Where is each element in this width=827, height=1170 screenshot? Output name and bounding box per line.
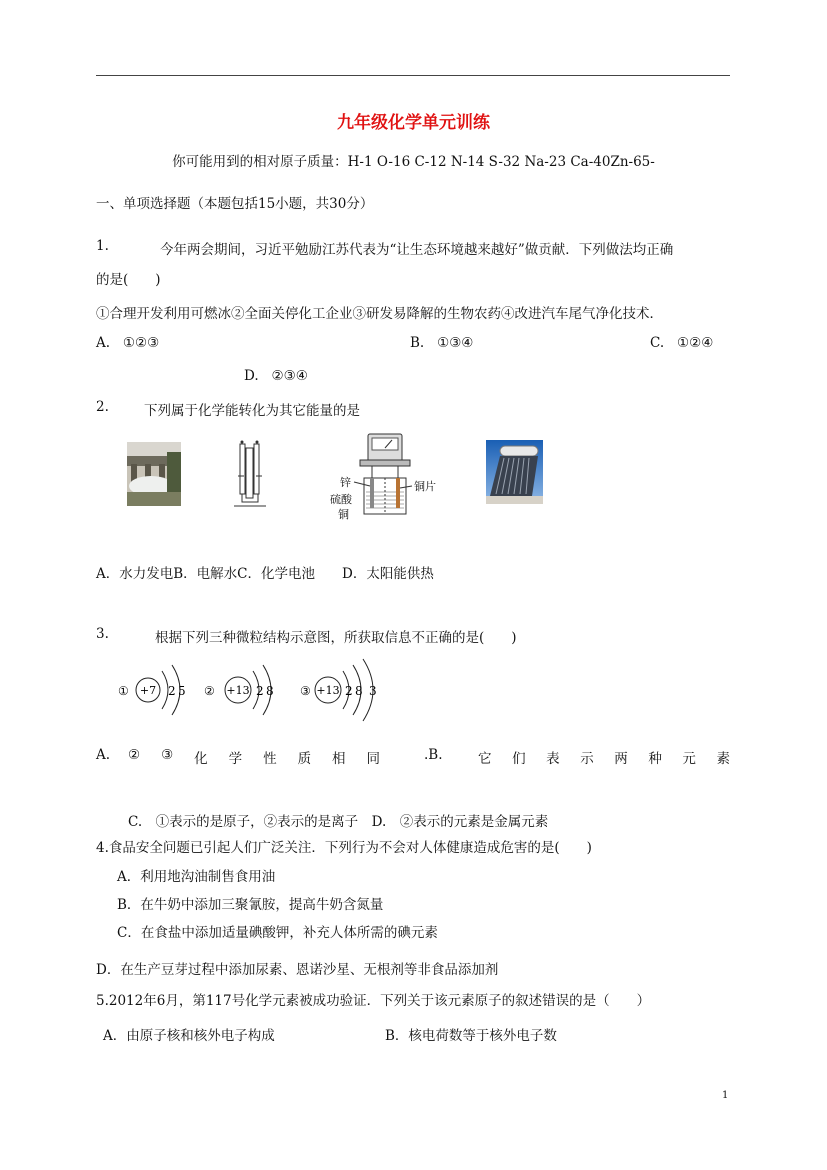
electrolysis-apparatus <box>230 440 270 510</box>
q4-option-a: A．利用地沟油制售食用油 <box>117 869 276 885</box>
q1-option-a-label: A. <box>96 335 111 351</box>
q4-option-c: C．在食盐中添加适量碘酸钾，补充人体所需的碘元素 <box>117 925 438 941</box>
q4-stem: 4.食品安全问题已引起人们广泛关注．下列行为不会对人体健康造成危害的是( ) <box>96 840 592 856</box>
q2-stem: 下列属于化学能转化为其它能量的是 <box>144 403 360 419</box>
copper-label: 铜 <box>338 508 349 521</box>
header-rule <box>96 75 730 76</box>
q3-stem: 根据下列三种微粒结构示意图，所获取信息不正确的是( ) <box>155 630 517 646</box>
q1-option-d <box>244 368 308 384</box>
section-heading: 一、单项选择题（本题包括15小题，共30分） <box>96 196 374 212</box>
q3-option-b-char: 们 <box>512 751 526 767</box>
q3-option-b-char: 素 <box>716 751 730 767</box>
particle-1-shell-1: 2 <box>168 684 176 698</box>
particle-3-nucleus: +13 <box>316 684 340 697</box>
chemical-battery-diagram <box>330 432 440 522</box>
page-title: 九年级化学单元训练 <box>337 113 490 133</box>
q3-option-a-char: 同 <box>366 751 380 767</box>
q3-option-b-char: 表 <box>546 751 560 767</box>
q1-number: 1. <box>96 238 109 254</box>
q3-option-b-char: 两 <box>614 751 628 767</box>
copper-sheet-label: 铜片 <box>414 480 436 493</box>
q1-stem-line1: 今年两会期间，习近平勉励江苏代表为“让生态环境越来越好”做贡献．下列做法均正确 <box>160 242 674 258</box>
atomic-masses-line: 你可能用到的相对原子质量：H-1 O-16 C-12 N-14 S-32 Na-23 Ca-40Zn-65- <box>172 154 655 170</box>
hydropower-photo <box>127 442 181 506</box>
q1-option-b <box>410 335 473 351</box>
q1-option-c-label: C. <box>650 335 665 351</box>
page-number: 1 <box>722 1090 729 1101</box>
q3-option-b-char: 它 <box>478 751 492 767</box>
q1-option-a <box>96 335 159 351</box>
q3-option-b-text <box>478 747 730 767</box>
q3-option-a-char: 化 <box>194 751 208 767</box>
particle-3-diagram <box>300 659 377 721</box>
q3-option-a-char: 性 <box>263 751 277 767</box>
particle-3-shell-2: 8 <box>355 684 363 698</box>
q3-option-a-text <box>128 747 380 767</box>
zinc-label: 锌 <box>340 476 351 489</box>
particle-1-shell-2: 5 <box>178 684 186 698</box>
particle-1-mark: ① <box>118 684 129 698</box>
q1-option-d-label: D. <box>244 368 259 384</box>
particle-2-shell-1: 2 <box>256 684 264 698</box>
q2-number: 2. <box>96 399 109 415</box>
q4-option-b: B．在牛奶中添加三聚氰胺，提高牛奶含氮量 <box>117 897 384 913</box>
particle-2-nucleus: +13 <box>226 684 250 697</box>
q1-option-b-text: ①③④ <box>437 335 474 351</box>
q1-option-c-text: ①②④ <box>677 335 714 351</box>
q3-option-a-label: A. <box>96 747 111 763</box>
q1-items: ①合理开发利用可燃冰②全面关停化工企业③研发易降解的生物农药④改进汽车尾气净化技术． <box>96 306 663 322</box>
q5-option-b: B．核电荷数等于核外电子数 <box>385 1028 557 1044</box>
q3-number: 3. <box>96 626 109 642</box>
q3-option-a-char: ② <box>128 747 141 763</box>
q3-option-a-char: 质 <box>297 751 312 767</box>
q1-option-d-text: ②③④ <box>271 368 308 384</box>
particle-2-diagram <box>204 665 274 715</box>
q2-options: A．水力发电B．电解水C．化学电池 D．太阳能供热 <box>96 566 434 582</box>
q3-option-a-char: 学 <box>228 751 243 767</box>
q3-option-b-char: 种 <box>648 751 662 767</box>
particle-structure-diagrams <box>118 655 388 725</box>
q1-stem-line2: 的是( ) <box>96 272 161 288</box>
particle-1-nucleus: +7 <box>139 684 157 697</box>
q4-option-d: D．在生产豆芽过程中添加尿素、恩诺沙星、无根剂等非食品添加剂 <box>96 962 499 978</box>
particle-2-shell-2: 8 <box>266 684 274 698</box>
q3-options-c-d: C. ①表示的是原子，②表示的是离子 D. ②表示的元素是金属元素 <box>128 814 549 830</box>
q3-option-a-char: ③ <box>161 747 174 763</box>
particle-2-mark: ② <box>204 684 215 698</box>
q3-option-b-char: 示 <box>580 751 594 767</box>
particle-3-mark: ③ <box>300 684 311 698</box>
solar-heater-photo <box>486 440 543 504</box>
particle-1-diagram <box>118 665 186 715</box>
q5-stem: 5.2012年6月，第117号化学元素被成功验证．下列关于该元素原子的叙述错误的是（ ） <box>96 993 651 1009</box>
sulfuric-acid-label: 硫酸 <box>330 493 352 506</box>
q1-option-c <box>650 335 713 351</box>
q3-option-b-char: 元 <box>682 751 696 767</box>
particle-3-shell-1: 2 <box>345 684 353 698</box>
q5-option-a: A．由原子核和核外电子构成 <box>103 1028 275 1044</box>
particle-3-shell-3: 3 <box>369 684 377 698</box>
q3-option-b-label: .B. <box>424 747 443 763</box>
q1-option-b-label: B. <box>410 335 425 351</box>
q1-option-a-text: ①②③ <box>122 335 160 351</box>
q3-option-a-char: 相 <box>332 751 346 767</box>
